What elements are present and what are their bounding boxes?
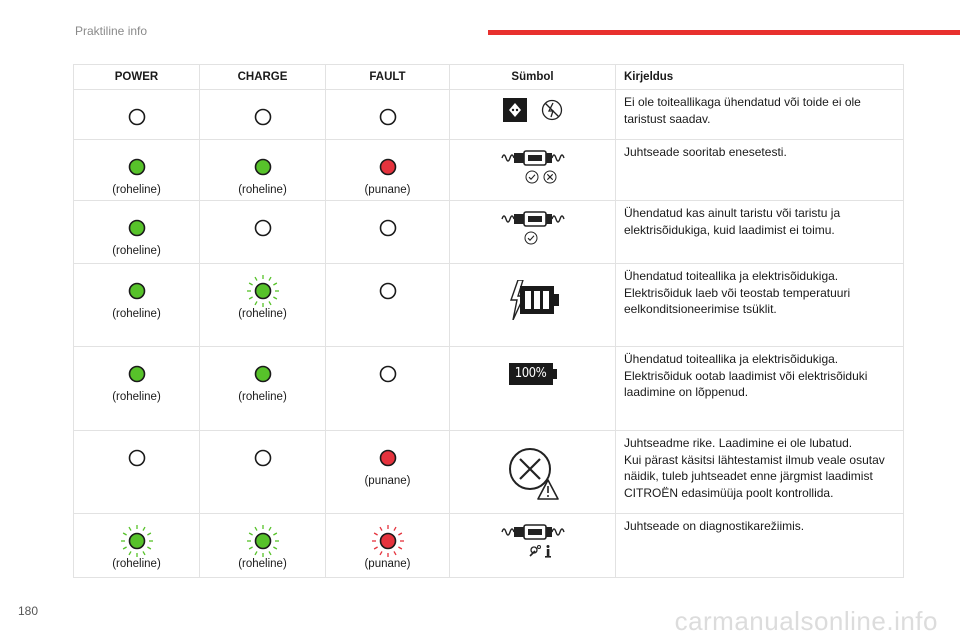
led-color-label: (roheline) bbox=[112, 308, 161, 320]
cell-power bbox=[74, 264, 200, 347]
cell-charge bbox=[200, 140, 326, 201]
charger-icon bbox=[500, 522, 566, 542]
led-off-icon bbox=[246, 211, 280, 241]
cell-description bbox=[616, 264, 904, 347]
cell-charge bbox=[200, 514, 326, 578]
led-color-label: (roheline) bbox=[238, 308, 287, 320]
cell-symbol bbox=[450, 201, 616, 264]
cell-description bbox=[616, 90, 904, 140]
description-line: Elektrisõiduk laeb või teostab temperatuuri bbox=[624, 285, 851, 300]
plug-icon bbox=[503, 98, 527, 122]
cell-charge bbox=[200, 90, 326, 140]
led-status-table bbox=[73, 64, 904, 578]
table-header-row bbox=[74, 65, 904, 90]
led-green-icon bbox=[120, 357, 154, 387]
led-off-icon bbox=[246, 100, 280, 130]
cell-charge bbox=[200, 201, 326, 264]
led-off-icon bbox=[371, 100, 405, 130]
led-color-label: (roheline) bbox=[238, 391, 287, 403]
cell-description bbox=[616, 514, 904, 578]
section-title: Praktiline info bbox=[75, 24, 148, 38]
description-line: näidik, tuleb juhtseadet enne järgmist laadimist bbox=[624, 469, 873, 483]
table-row bbox=[74, 201, 904, 264]
description-line: Ühendatud toiteallika ja elektrisõidukiga. bbox=[624, 352, 839, 366]
header-power: POWER bbox=[74, 65, 200, 90]
header-accent-bar bbox=[488, 30, 960, 35]
description-line: Elektrisõiduk ootab laadimist või elektrisõiduki bbox=[624, 368, 868, 383]
cell-symbol bbox=[450, 347, 616, 431]
cell-symbol bbox=[450, 140, 616, 201]
header-description: Kirjeldus bbox=[616, 65, 904, 90]
no-power-icon bbox=[541, 99, 563, 121]
fault-warning-icon bbox=[502, 439, 564, 503]
led-color-label: (roheline) bbox=[238, 558, 287, 570]
battery-full-icon bbox=[509, 355, 557, 385]
cell-power bbox=[74, 514, 200, 578]
led-green-icon bbox=[120, 150, 154, 180]
led-green-icon bbox=[246, 150, 280, 180]
cell-symbol bbox=[450, 264, 616, 347]
page-number: 180 bbox=[18, 604, 39, 618]
cell-charge bbox=[200, 264, 326, 347]
cell-power bbox=[74, 201, 200, 264]
cell-description bbox=[616, 201, 904, 264]
led-color-label: (punane) bbox=[364, 558, 411, 570]
description-line: Ühendatud toiteallika ja elektrisõidukiga. bbox=[624, 269, 839, 283]
cell-symbol bbox=[450, 90, 616, 140]
cell-fault bbox=[326, 264, 450, 347]
cell-fault bbox=[326, 201, 450, 264]
led-off-icon bbox=[120, 441, 154, 471]
led-color-label: (roheline) bbox=[112, 391, 161, 403]
led-off-icon bbox=[371, 211, 405, 241]
cell-power bbox=[74, 431, 200, 514]
check-circle-icon bbox=[525, 170, 539, 184]
charger-icon bbox=[500, 209, 566, 229]
cell-charge bbox=[200, 431, 326, 514]
cell-fault bbox=[326, 347, 450, 431]
cell-power bbox=[74, 140, 200, 201]
led-red-icon bbox=[371, 441, 405, 471]
cell-power bbox=[74, 347, 200, 431]
table-row bbox=[74, 514, 904, 578]
led-green-icon bbox=[246, 357, 280, 387]
header-charge: CHARGE bbox=[200, 65, 326, 90]
description-line: Juhtseadme rike. Laadimine ei ole lubatud. bbox=[624, 436, 853, 450]
description-line: Juhtseade on diagnostikarežiimis. bbox=[624, 519, 805, 533]
led-green-blinking-icon bbox=[120, 524, 154, 554]
cell-description bbox=[616, 347, 904, 431]
battery-percent-text: 100% bbox=[509, 363, 553, 385]
led-red-blinking-icon bbox=[371, 524, 405, 554]
led-red-icon bbox=[371, 150, 405, 180]
led-off-icon bbox=[371, 274, 405, 304]
cell-fault bbox=[326, 90, 450, 140]
header-symbol: Sümbol bbox=[450, 65, 616, 90]
cell-description bbox=[616, 431, 904, 514]
cell-symbol bbox=[450, 431, 616, 514]
cell-symbol bbox=[450, 514, 616, 578]
led-off-icon bbox=[120, 100, 154, 130]
description-line: Juhtseade sooritab enesetesti. bbox=[624, 145, 787, 159]
description-line: Ühendatud kas ainult taristu või taristu ja bbox=[624, 206, 841, 220]
cell-charge bbox=[200, 347, 326, 431]
table-row bbox=[74, 431, 904, 514]
led-green-icon bbox=[120, 211, 154, 241]
header-fault: FAULT bbox=[326, 65, 450, 90]
led-green-blinking-icon bbox=[246, 274, 280, 304]
led-color-label: (roheline) bbox=[112, 184, 161, 196]
led-color-label: (roheline) bbox=[112, 245, 161, 257]
description-line: laadimine on lõppenud. bbox=[624, 385, 749, 399]
battery-charging-icon bbox=[506, 272, 560, 320]
table-row bbox=[74, 90, 904, 140]
table-row bbox=[74, 140, 904, 201]
led-color-label: (roheline) bbox=[112, 558, 161, 570]
cell-power bbox=[74, 90, 200, 140]
table-row bbox=[74, 347, 904, 431]
check-circle-icon bbox=[524, 231, 538, 245]
watermark: carmanualsonline.info bbox=[674, 606, 938, 636]
charger-icon bbox=[500, 148, 566, 168]
description-line: taristust saadav. bbox=[624, 111, 711, 126]
led-green-icon bbox=[120, 274, 154, 304]
led-green-blinking-icon bbox=[246, 524, 280, 554]
cell-fault bbox=[326, 431, 450, 514]
cell-fault bbox=[326, 514, 450, 578]
cross-circle-icon bbox=[543, 170, 557, 184]
cell-description bbox=[616, 140, 904, 201]
led-color-label: (punane) bbox=[364, 475, 411, 487]
led-color-label: (punane) bbox=[364, 184, 411, 196]
led-off-icon bbox=[371, 357, 405, 387]
description-line: Ei ole toiteallikaga ühendatud või toide ei ole bbox=[624, 95, 861, 109]
diagnostic-info-icon bbox=[528, 544, 554, 558]
description-line: elektrisõidukiga, kuid laadimist ei toimu. bbox=[624, 222, 835, 237]
led-off-icon bbox=[246, 441, 280, 471]
description-line: eelkonditsioneerimise tsüklit. bbox=[624, 302, 777, 316]
table-row bbox=[74, 264, 904, 347]
cell-fault bbox=[326, 140, 450, 201]
description-line: Kui pärast käsitsi lähtestamist ilmub veale osutav bbox=[624, 452, 885, 467]
description-line: CITROËN edasimüüja poolt kontrollida. bbox=[624, 485, 834, 500]
led-color-label: (roheline) bbox=[238, 184, 287, 196]
